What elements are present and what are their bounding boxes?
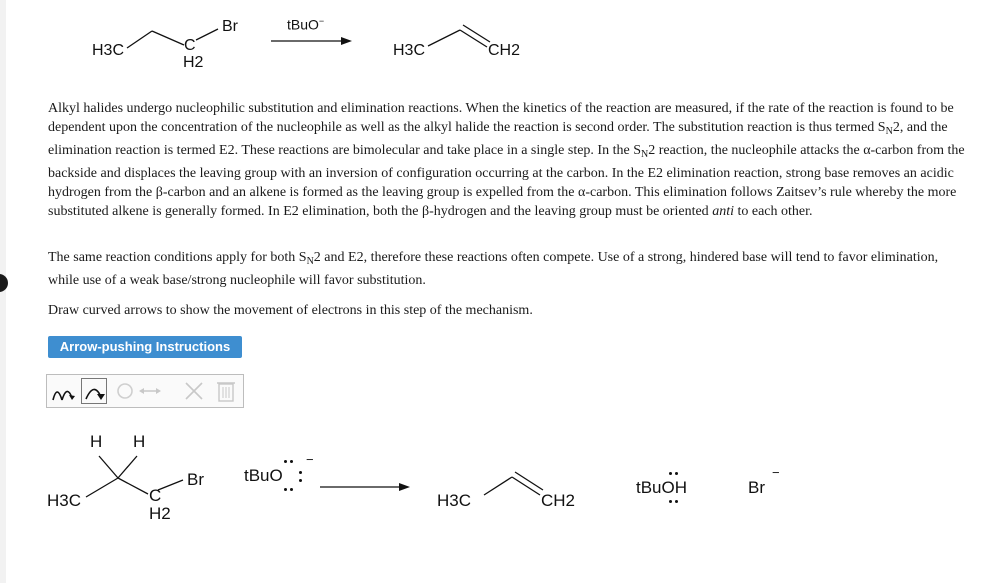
top-product-h3c: H3C [393,42,426,59]
paragraph-compete [48,248,968,290]
top-reactant-br: Br [222,18,238,35]
curved-arrow-single-icon[interactable] [81,378,107,404]
trash-icon[interactable] [213,378,239,404]
paragraph-draw-instruction: Draw curved arrows to show the movement of electrons in this step of the mechanism. [48,303,533,318]
top-reactant-c: C [184,37,196,54]
mechanism-br-ion-charge: − [772,465,780,480]
mechanism-h3c: H3C [47,491,82,510]
double-arrow-icon[interactable] [137,378,163,404]
ring-icon[interactable] [113,378,139,404]
mechanism-tbuoh: tBuOH [636,478,688,497]
mechanism-c: C [149,486,162,505]
mechanism-product-h3c: H3C [437,491,472,510]
tbuoh-lone-pair-dots [668,472,684,508]
close-x-icon[interactable] [181,378,207,404]
text-segment: The same reaction conditions apply for both S [48,250,307,265]
mechanism-product-ch2: CH2 [541,491,576,510]
mechanism-br: Br [187,470,204,489]
paragraph-mechanism-intro [48,99,968,221]
mechanism-h-right: H [133,432,146,451]
arrow-pushing-instructions-button[interactable]: Arrow-pushing Instructions [48,336,242,358]
mechanism-h2: H2 [149,504,171,523]
lone-pair-dots [279,460,303,496]
mechanism-h-left: H [90,432,103,451]
text-segment: to each other. [733,204,813,219]
emphasis-text: anti [712,204,734,219]
text-segment: Alkyl halides undergo nucleophilic substitution and elimination reactions. When the kinetics of the reaction are measured, if the rate of the reaction is found to be dependent upon the concentration of the nucleophile as well as the alkyl halide the reaction is second order. The substitution reaction is thus termed S [48,101,954,135]
text-segment: 2 reaction, the nucleophile attacks the α-carbon from the backside and displaces the leaving group with an inversion of configuration occurring at the carbon. In the E2 elimination reaction, strong base removes an acidic hydrogen from the β-carbon and an alkene is formed as the leaving group is expelled from the α-carbon. This elimination follows Zaitsev’s rule whereby the more substituted alkene is generally formed. In E2 elimination, both the β-hydrogen and the leaving group must be oriented [48,143,965,219]
top-reactant-h3c: H3C [92,42,125,59]
subscript-n: N [885,126,893,137]
top-reactant-h2: H2 [183,54,204,71]
curved-arrow-pair-icon[interactable] [49,378,75,404]
mechanism-tbuo: tBuO [244,466,283,485]
mechanism-tbuo-charge: − [306,452,314,467]
top-reagent-charge: − [318,16,325,26]
top-product-ch2: CH2 [488,42,521,59]
top-reagent-tbuo: tBuO− [287,16,325,33]
subscript-n: N [640,149,649,160]
text-segment: 2, and the elimination reaction is termed E2. These reactions are bimolecular and take place in a single step. In the S [48,120,948,158]
drawing-toolbar [46,374,244,408]
text-segment: 2 and E2, therefore these reactions often compete. Use of a strong, hindered base will tend to favor elimination, while use of a weak base/strong nucleophile will favor substitution. [48,250,939,288]
subscript-n: N [306,256,314,267]
mechanism-br-ion: Br [748,478,765,497]
